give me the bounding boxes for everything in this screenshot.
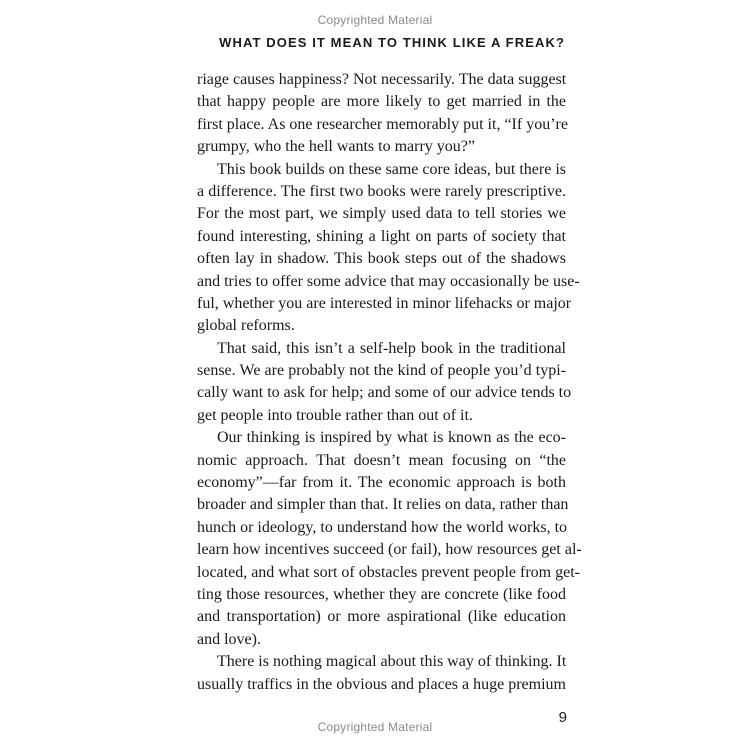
text-line: and love). [197,630,261,648]
paragraph [197,651,566,696]
text-line: often lay in shadow. This book steps out of the shadows [197,250,566,268]
text-line: There is nothing magical about this way of thinking. It [217,653,567,671]
text-line: For the most part, we simply used data to tell stories we [197,205,566,223]
text-line: riage causes happiness? Not necessarily. The data suggest [197,71,567,88]
text-line: and transportation) or more aspirational (like education [197,608,566,626]
copyright-watermark-top: Copyrighted Material [317,13,433,27]
running-head: WHAT DOES IT MEAN TO THINK LIKE A FREAK? [219,35,565,50]
text-line: economy”—far from it. The economic approach is both [197,474,566,492]
text-line: a difference. The first two books were rarely prescriptive. [197,182,566,200]
text-line: broader and simpler than that. It relies on data, rather than [197,496,569,514]
text-line: global reforms. [197,317,295,335]
text-line: get people into trouble rather than out of it. [197,406,473,424]
copyright-watermark-bottom: Copyrighted Material [317,720,433,734]
text-line: that happy people are more likely to get married in the [197,93,566,111]
page-number: 9 [558,709,567,726]
text-line: located, and what sort of obstacles prevent people from get- [197,563,580,581]
text-line: first place. As one researcher memorably put it, “If you’re [197,115,568,133]
text-line: That said, this isn’t a self-help book in the traditional [217,339,566,357]
text-line: nomic approach. That doesn’t mean focusing on “the [197,451,566,469]
text-line: found interesting, shining a light on parts of society that [197,227,566,245]
paragraph [197,69,566,159]
paragraph [197,159,580,338]
text-line: grumpy, who the hell wants to marry you?” [197,138,476,156]
text-line: learn how incentives succeed (or fail), how resources get al- [197,541,582,559]
paragraph [197,338,572,428]
text-line: This book builds on these same core ideas, but there is [217,160,566,178]
paragraph [197,427,582,651]
text-line: and tries to offer some advice that may occasionally be use- [197,272,580,290]
text-line: usually traffics in the obvious and places a huge premium [197,675,566,693]
text-line: cally want to ask for help; and some of our advice tends to [197,384,572,402]
text-line: ting those resources, whether they are concrete (like food [197,585,566,603]
text-line: sense. We are probably not the kind of people you’d typi- [197,362,566,380]
body-text [197,69,582,696]
text-line: hunch or ideology, to understand how the world works, to [197,518,568,536]
text-line: Our thinking is inspired by what is known as the eco- [217,429,566,447]
text-line: ful, whether you are interested in minor lifehacks or major [197,294,572,312]
